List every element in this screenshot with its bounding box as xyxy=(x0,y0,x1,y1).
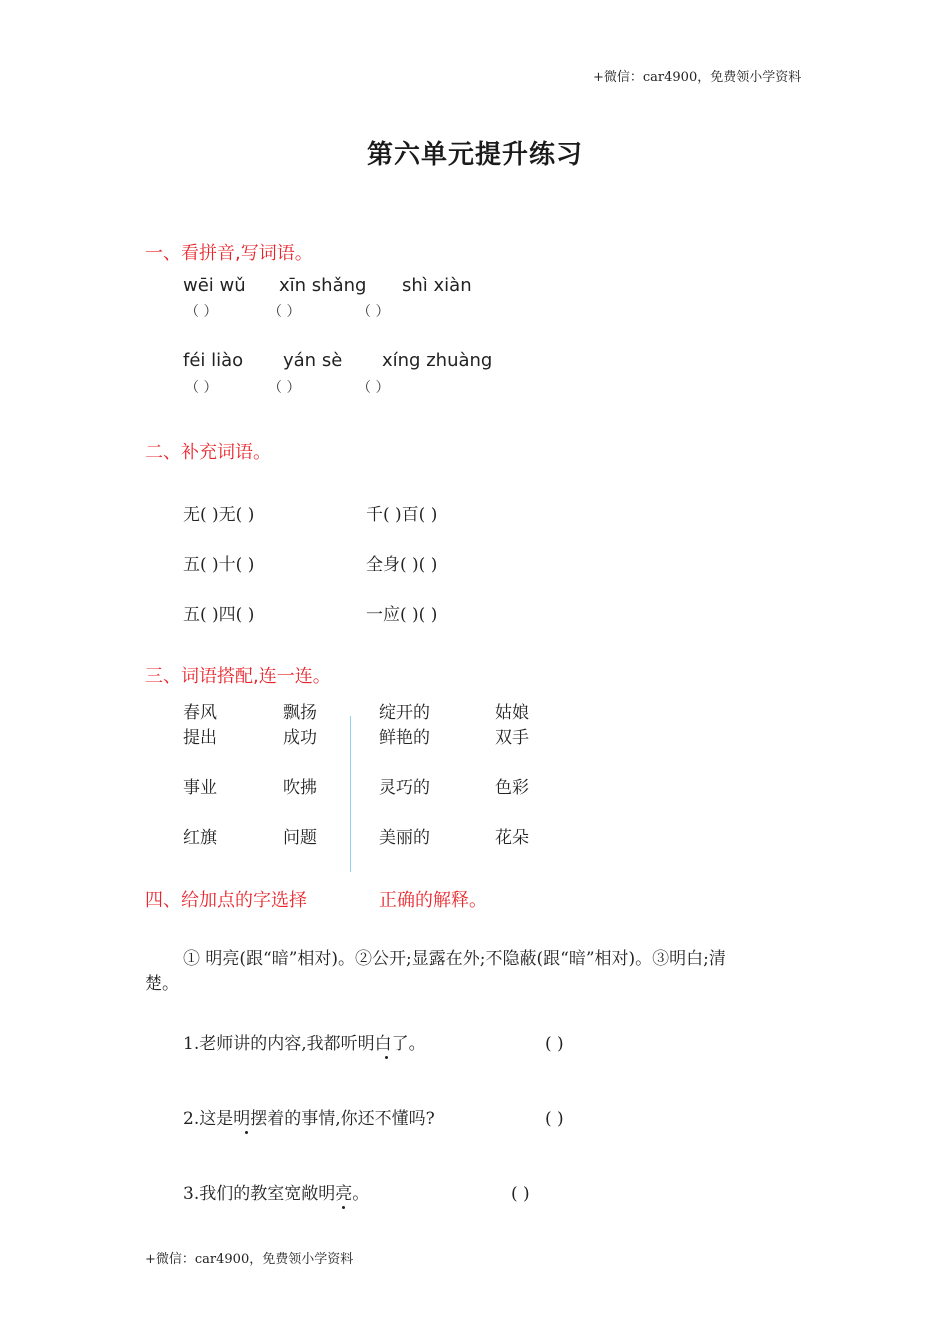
answer-paren: （ ） xyxy=(268,380,301,396)
section3-heading: 三、词语搭配,连一连。 xyxy=(145,666,331,687)
section4-heading-cont: 正确的解释。 xyxy=(379,890,487,911)
pinyin-xinshang: xīn shǎng xyxy=(279,275,367,296)
watermark-top: +微信：car4900，免费领小学资料 xyxy=(593,70,802,85)
answer-paren: ( ) xyxy=(545,1034,564,1054)
answer-paren: （ ） xyxy=(185,304,218,320)
match-word: 提出 xyxy=(183,728,217,748)
emphasis-dot xyxy=(245,1131,248,1134)
idiom-blank: 一应( )( ) xyxy=(366,605,438,625)
pinyin-weiwu: wēi wǔ xyxy=(183,275,246,296)
watermark-bottom: +微信：car4900，免费领小学资料 xyxy=(145,1252,354,1267)
idiom-blank: 无( )无( ) xyxy=(183,505,255,525)
match-word: 问题 xyxy=(283,828,317,848)
question-3: 3.我们的教室宽敞明亮。 xyxy=(183,1184,370,1204)
answer-paren: （ ） xyxy=(268,304,301,320)
match-word: 色彩 xyxy=(495,778,529,798)
match-word: 事业 xyxy=(183,778,217,798)
answer-paren: ( ) xyxy=(545,1109,564,1129)
match-word: 红旗 xyxy=(183,828,217,848)
answer-paren: （ ） xyxy=(357,304,390,320)
idiom-blank: 千( )百( ) xyxy=(366,505,438,525)
divider-line xyxy=(350,716,351,872)
answer-paren: （ ） xyxy=(185,380,218,396)
idiom-blank: 全身( )( ) xyxy=(366,555,438,575)
match-word: 飘扬 xyxy=(283,703,317,723)
question-1: 1.老师讲的内容,我都听明白了。 xyxy=(183,1034,426,1054)
answer-paren: ( ) xyxy=(511,1184,530,1204)
match-word: 双手 xyxy=(495,728,529,748)
pinyin-xingzhuang: xíng zhuàng xyxy=(382,350,493,371)
definitions-line2: 楚。 xyxy=(145,974,179,994)
match-word: 灵巧的 xyxy=(379,778,430,798)
pinyin-shixian: shì xiàn xyxy=(402,275,472,296)
match-word: 春风 xyxy=(183,703,217,723)
definitions-line1: ① 明亮(跟“暗”相对)。②公开;显露在外;不隐蔽(跟“暗”相对)。③明白;清 xyxy=(183,949,726,969)
pinyin-feiliao: féi liào xyxy=(183,350,244,371)
section2-heading: 二、补充词语。 xyxy=(145,442,271,463)
section4-heading: 四、给加点的字选择 xyxy=(145,890,307,911)
match-word: 吹拂 xyxy=(283,778,317,798)
match-word: 花朵 xyxy=(495,828,529,848)
match-word: 鲜艳的 xyxy=(379,728,430,748)
question-2: 2.这是明摆着的事情,你还不懂吗? xyxy=(183,1109,435,1129)
match-word: 姑娘 xyxy=(495,703,529,723)
answer-paren: （ ） xyxy=(357,380,390,396)
match-word: 绽开的 xyxy=(379,703,430,723)
section1-heading: 一、看拼音,写词语。 xyxy=(145,243,313,264)
emphasis-dot xyxy=(342,1206,345,1209)
match-word: 成功 xyxy=(283,728,317,748)
idiom-blank: 五( )十( ) xyxy=(183,555,255,575)
idiom-blank: 五( )四( ) xyxy=(183,605,255,625)
page-title: 第六单元提升练习 xyxy=(366,140,583,170)
match-word: 美丽的 xyxy=(379,828,430,848)
pinyin-yanse: yán sè xyxy=(283,350,343,371)
emphasis-dot xyxy=(385,1056,388,1059)
